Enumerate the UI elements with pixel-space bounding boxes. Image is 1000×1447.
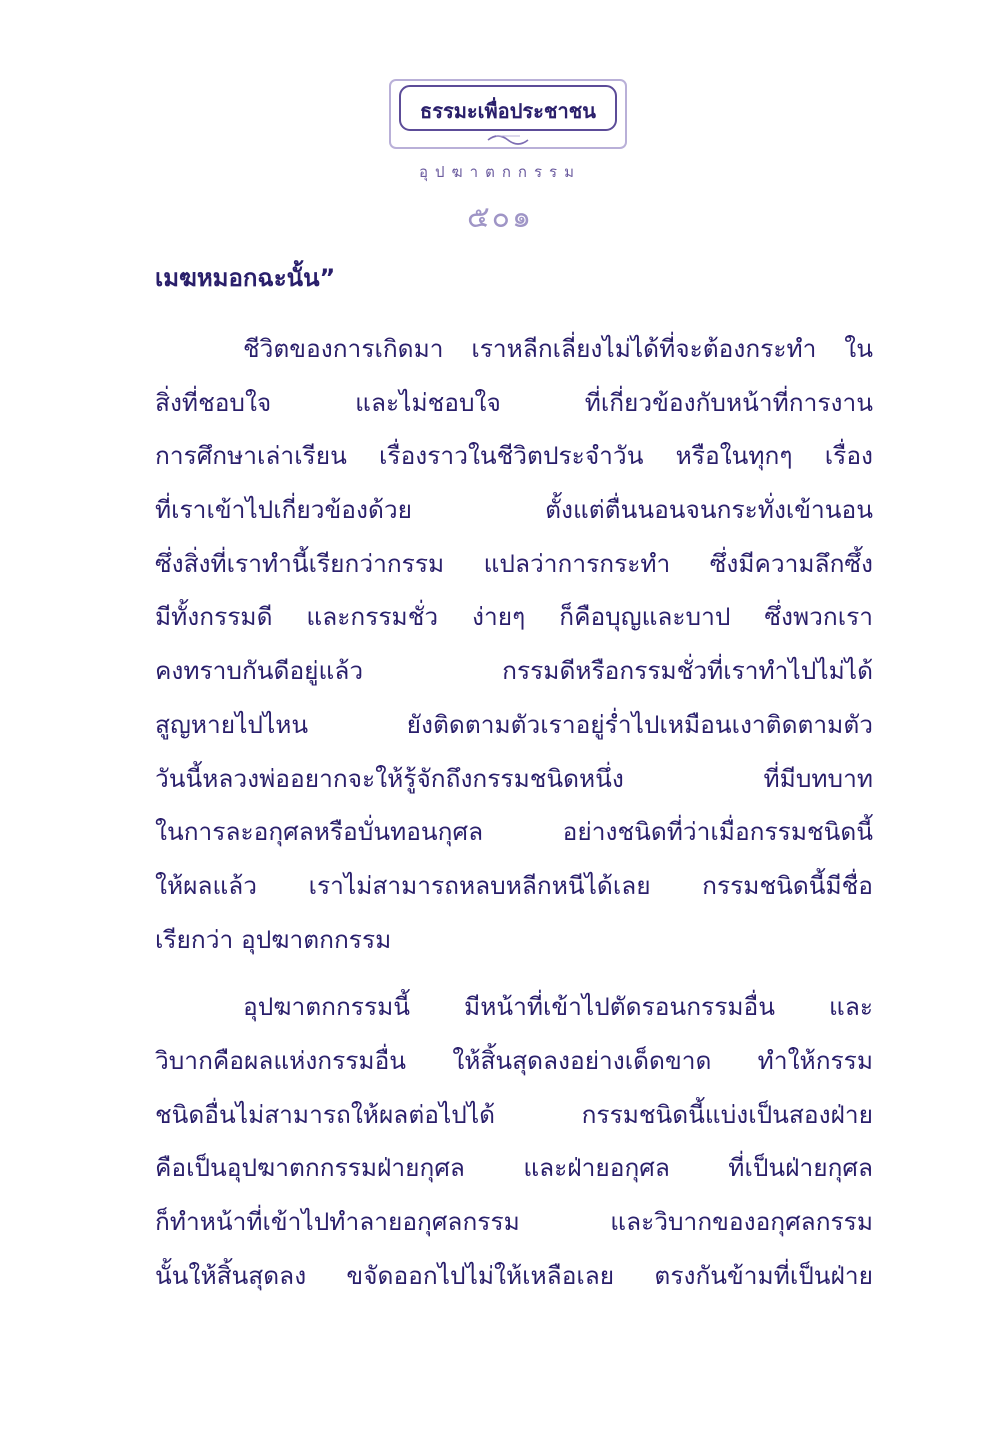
text-line: เรียกว่า อุปฆาตกกรรม [155, 924, 392, 954]
text-line: สูญหายไปไหน ยังติดตามตัวเราอยู่ร่ำไปเหมือนเงาติดตามตัว [155, 709, 873, 739]
text-line: มีทั้งกรรมดี และกรรมชั่ว ง่ายๆ ก็คือบุญและบาป ซึ่งพวกเรา [155, 602, 873, 632]
running-title: อุปฆาตกกรรม [419, 163, 581, 181]
text-line: คงทราบกันดีอยู่แล้ว กรรมดีหรือกรรมชั่วที่เราทำไปไม่ได้ [155, 656, 873, 686]
section-heading: เมฆหมอกฉะนั้น” [155, 264, 336, 292]
body-text [155, 322, 873, 1316]
text-line: ชนิดอื่นไม่สามารถให้ผลต่อไปได้ กรรมชนิดนี้แบ่งเป็นสองฝ่าย [155, 1099, 873, 1129]
text-line: ที่เราเข้าไปเกี่ยวข้องด้วย ตั้งแต่ตื่นนอนจนกระทั่งเข้านอน [155, 495, 873, 525]
text-line: นั้นให้สิ้นสุดลง ขจัดออกไปไม่ให้เหลือเลย ตรงกันข้ามที่เป็นฝ่าย [155, 1260, 873, 1290]
text-line: ก็ทำหน้าที่เข้าไปทำลายอกุศลกรรม และวิบากของอกุศลกรรม [155, 1207, 873, 1236]
page-number: ๕๐๑ [466, 200, 534, 235]
text-line: คือเป็นอุปฆาตกกรรมฝ่ายกุศล และฝ่ายอกุศล ที่เป็นฝ่ายกุศล [155, 1153, 873, 1183]
text-line: วิบากคือผลแห่งกรรมอื่น ให้สิ้นสุดลงอย่างเด็ดขาด ทำให้กรรม [155, 1045, 873, 1075]
text-line: สิ่งที่ชอบใจ และไม่ชอบใจ ที่เกี่ยวข้องกับหน้าที่การงาน [155, 387, 873, 417]
text-line: อุปฆาตกกรรมนี้ มีหน้าที่เข้าไปตัดรอนกรรมอื่น และ [243, 992, 873, 1022]
paragraph [155, 322, 873, 966]
text-line: การศึกษาเล่าเรียน เรื่องราวในชีวิตประจำวัน หรือในทุกๆ เรื่อง [155, 441, 873, 471]
text-line: ในการละอกุศลหรือบั่นทอนกุศล อย่างชนิดที่ว่าเมื่อกรรมชนิดนี้ [155, 817, 873, 847]
text-line: ชีวิตของการเกิดมา เราหลีกเลี่ยงไม่ได้ที่จะต้องกระทำ ใน [243, 334, 873, 363]
svg-text:ธรรมะเพื่อประชาชน: ธรรมะเพื่อประชาชน [420, 99, 596, 123]
text-line: ให้ผลแล้ว เราไม่สามารถหลบหลีกหนีได้เลย กรรมชนิดนี้มีชื่อ [155, 870, 873, 900]
text-line: วันนี้หลวงพ่ออยากจะให้รู้จักถึงกรรมชนิดหนึ่ง ที่มีบทบาท [155, 763, 873, 793]
book-logo [388, 78, 628, 150]
paragraph [155, 980, 873, 1302]
text-line: ซึ่งสิ่งที่เราทำนี้เรียกว่ากรรม แปลว่าการกระทำ ซึ่งมีความลึกซึ้ง [155, 548, 873, 578]
